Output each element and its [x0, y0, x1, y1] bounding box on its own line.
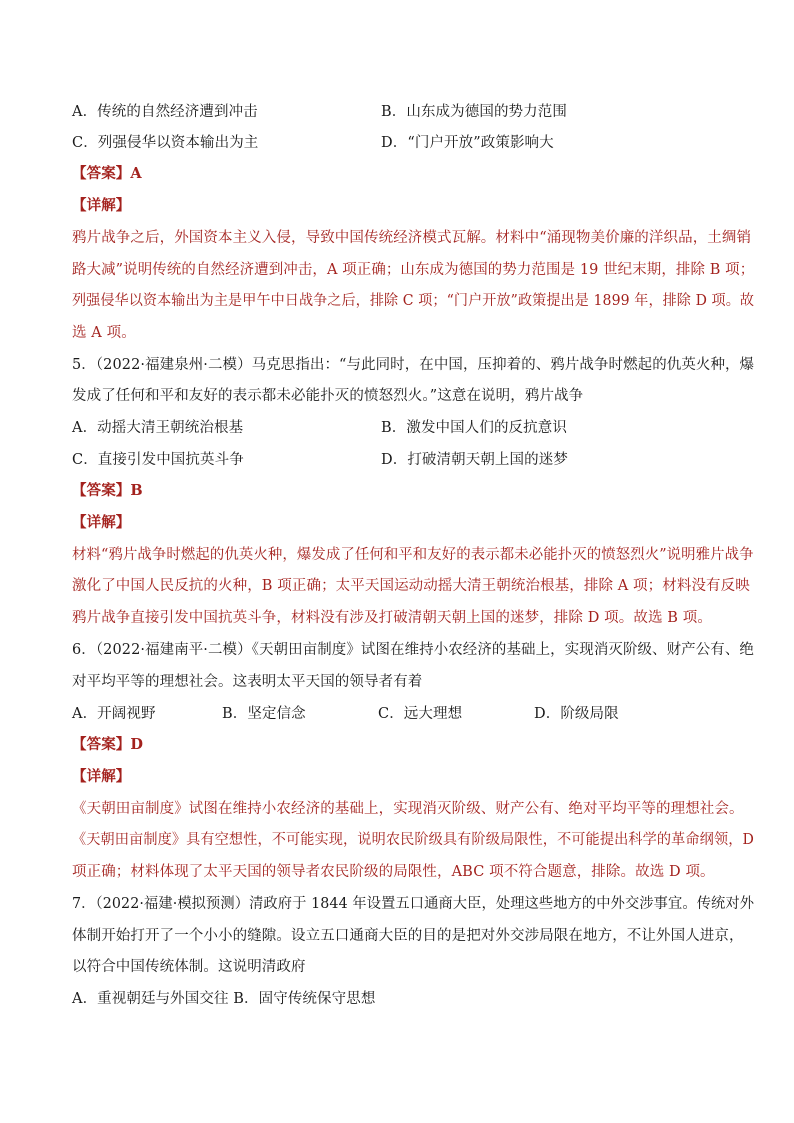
q6-stem-line: 对平均平等的理想社会。这表明太平天国的领导者有着 [72, 674, 423, 690]
q5-stem-line: 发成了任何和平和友好的表示都未必能扑灭的愤怒烈火。”这意在说明，鸦片战争 [72, 388, 584, 404]
q4-detail-line: 选 A 项。 [72, 325, 136, 341]
q6-option-d: D．阶级局限 [534, 706, 619, 722]
q5-option-a: A．动摇大清王朝统治根基 [72, 420, 244, 436]
q5-detail-line: 激化了中国人民反抗的火种，B 项正确；太平天国运动动摇大清王朝统治根基，排除 A 项；材料没有反映 [72, 578, 750, 594]
q4-detail-label: 【详解】 [72, 197, 131, 214]
q7-options-ab: A．重视朝廷与外国交往 B．固守传统保守思想 [72, 991, 376, 1007]
q5-option-d: D．打破清朝天朝上国的迷梦 [381, 452, 568, 468]
q5-detail-line: 鸦片战争直接引发中国抗英斗争，材料没有涉及打破清朝天朝上国的迷梦，排除 D 项。故选 B 项。 [72, 610, 712, 626]
q5-stem-line: 5．（2022·福建泉州·二模）马克思指出：“与此同时，在中国，压抑着的、鸦片战争时燃起的仇英火种，爆 [72, 357, 755, 373]
q6-stem-line: 6．（2022·福建南平·二模）《天朝田亩制度》试图在维持小农经济的基础上，实现消灭阶级、财产公有、绝 [72, 642, 754, 658]
q4-option-b: B．山东成为德国的势力范围 [381, 104, 567, 120]
q4-option-c: C．列强侵华以资本输出为主 [72, 135, 259, 151]
q4-option-a: A．传统的自然经济遭到冲击 [72, 104, 258, 120]
q4-option-d: D．“门户开放”政策影响大 [381, 135, 554, 151]
q4-detail-line: 路大减”说明传统的自然经济遭到冲击，A 项正确；山东成为德国的势力范围是 19 世纪末期，排除 B 项； [72, 262, 755, 278]
q6-option-c: C．远大理想 [378, 706, 463, 722]
q6-detail-label: 【详解】 [72, 768, 131, 785]
q6-detail-line: 《天朝田亩制度》试图在维持小农经济的基础上，实现消灭阶级、财产公有、绝对平均平等的理想社会。 [72, 801, 744, 817]
q7-stem-line: 7．（2022·福建·模拟预测）清政府于 1844 年设置五口通商大臣，处理这些地方的中外交涉事宜。传统对外 [72, 896, 755, 912]
q4-detail-line: 列强侵华以资本输出为主是甲午中日战争之后，排除 C 项；“门户开放”政策提出是 1899 年，排除 D 项。故 [72, 293, 755, 309]
q6-option-a: A．开阔视野 [72, 706, 156, 722]
q5-option-c: C．直接引发中国抗英斗争 [72, 452, 244, 468]
q6-detail-line: 项正确；材料体现了太平天国的领导者农民阶级的局限性，ABC 项不符合题意，排除。故选 D 项。 [72, 864, 715, 880]
q5-detail-line: 材料“鸦片战争时燃起的仇英火种，爆发成了任何和平和友好的表示都未必能扑灭的愤怒烈火”说明雅片战争 [72, 547, 754, 563]
q7-stem-line: 以符合中国传统体制。这说明清政府 [72, 959, 306, 975]
q5-option-b: B．激发中国人们的反抗意识 [381, 420, 567, 436]
q7-stem-line: 体制开始打开了一个小小的缝隙。设立五口通商大臣的目的是把对外交涉局限在地方，不让外国人进京， [72, 928, 744, 944]
q4-detail-line: 鸦片战争之后，外国资本主义入侵，导致中国传统经济模式瓦解。材料中“涌现物美价廉的洋织品，土绸销 [72, 230, 752, 246]
q6-detail-line: 《天朝田亩制度》具有空想性，不可能实现，说明农民阶级具有阶级局限性，不可能提出科学的革命纲领，D [72, 832, 754, 848]
q4-answer: 【答案】A [72, 165, 142, 182]
q6-answer: 【答案】D [72, 736, 144, 753]
q6-option-b: B．坚定信念 [222, 706, 306, 722]
q5-detail-label: 【详解】 [72, 514, 131, 531]
q5-answer: 【答案】B [72, 482, 143, 499]
